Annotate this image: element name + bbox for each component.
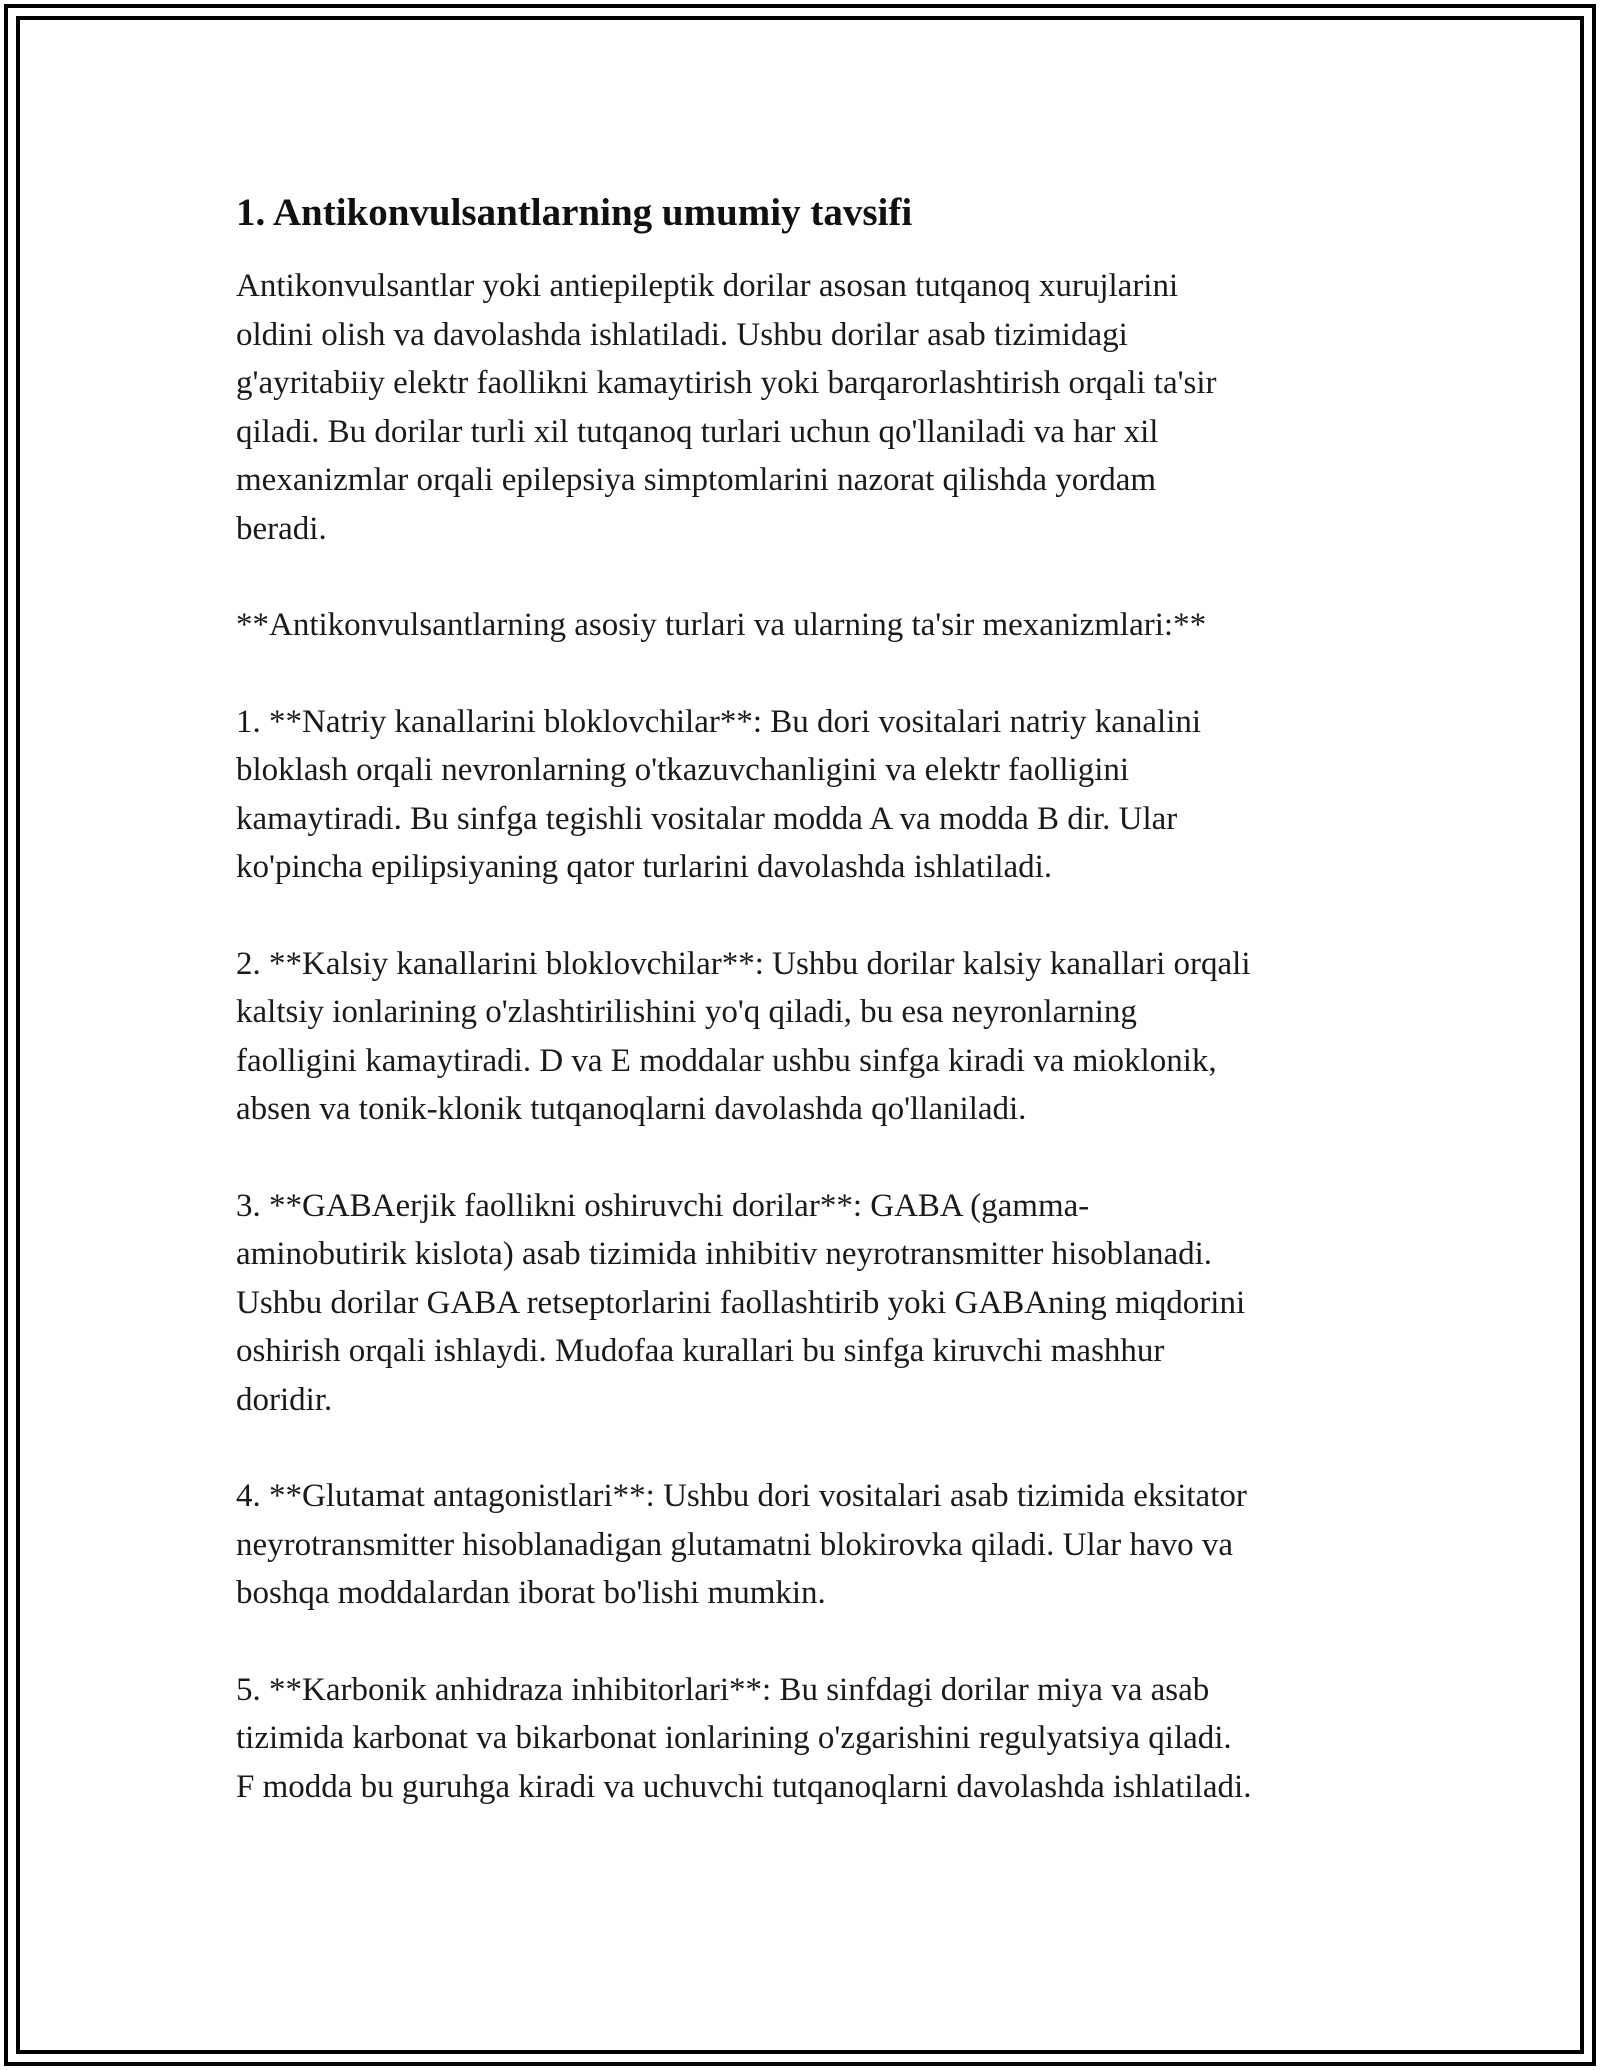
- list-item-calcium-channel-blockers: 2. **Kalsiy kanallarini bloklovchilar**: Ushbu dorilar kalsiy kanallari orqali kaltsiy ionlarining o'zlashtirilishini yo'q qiladi, bu esa neyronlarning faolligini kamaytiradi. D va E moddalar ushbu sinfga kiradi va mioklonik, absen va tonik-klonik tutqanoqlarni davolashda qo'llaniladi.: [236, 945, 1251, 1127]
- list-item-glutamate-antagonists: 4. **Glutamat antagonistlari**: Ushbu dori vositalari asab tizimida eksitator neyrotransmitter hisoblanadigan glutamatni blokirovka qiladi. Ular havo va boshqa moddalardan iborat bo'lishi mumkin.: [236, 1478, 1247, 1611]
- intro-paragraph: Antikonvulsantlar yoki antiepileptik dorilar asosan tutqanoq xurujlarini oldini olish va davolashda ishlatiladi. Ushbu dorilar asab tizimidagi g'ayritabiiy elektr faollikni kamaytirish yoki barqarorlashtirish orqali ta'sir qiladi. Bu dorilar turli xil tutqanoq turlari uchun qo'llaniladi va har xil mexanizmlar orqali epilepsiya simptomlarini nazorat qilishda yordam beradi.: [236, 268, 1217, 547]
- document-body: [236, 186, 1376, 1859]
- types-intro-line: **Antikonvulsantlarning asosiy turlari va ularning ta'sir mexanizmlari:**: [236, 607, 1207, 643]
- list-item-carbonic-anhydrase-inhibitors: 5. **Karbonik anhidraza inhibitorlari**: Bu sinfdagi dorilar miya va asab tizimida karbonat va bikarbonat ionlarining o'zgarishini regulyatsiya qiladi. F modda bu guruhga kiradi va uchuvchi tutqanoqlarni davolashda ishlatiladi.: [236, 1671, 1252, 1805]
- list-item-gaba-enhancers: 3. **GABAerjik faollikni oshiruvchi dorilar**: GABA (gamma- aminobutirik kislota) asab tizimida inhibitiv neyrotransmitter hisoblanadi. Ushbu dorilar GABA retseptorlarini faollashtirib yoki GABAning miqdorini oshirish orqali ishlaydi. Mudofaa kurallari bu sinfga kiruvchi mashhur doridir.: [236, 1187, 1246, 1418]
- list-item-sodium-channel-blockers: 1. **Natriy kanallarini bloklovchilar**: Bu dori vositalari natriy kanalini bloklash orqali nevronlarning o'tkazuvchanligini va elektr faolligini kamaytiradi. Bu sinfga tegishli vositalar modda A va modda B dir. Ular ko'pincha epilipsiyaning qator turlarini davolashda ishlatiladi.: [236, 703, 1202, 885]
- section-heading: 1. Antikonvulsantlarning umumiy tavsifi: [236, 191, 913, 234]
